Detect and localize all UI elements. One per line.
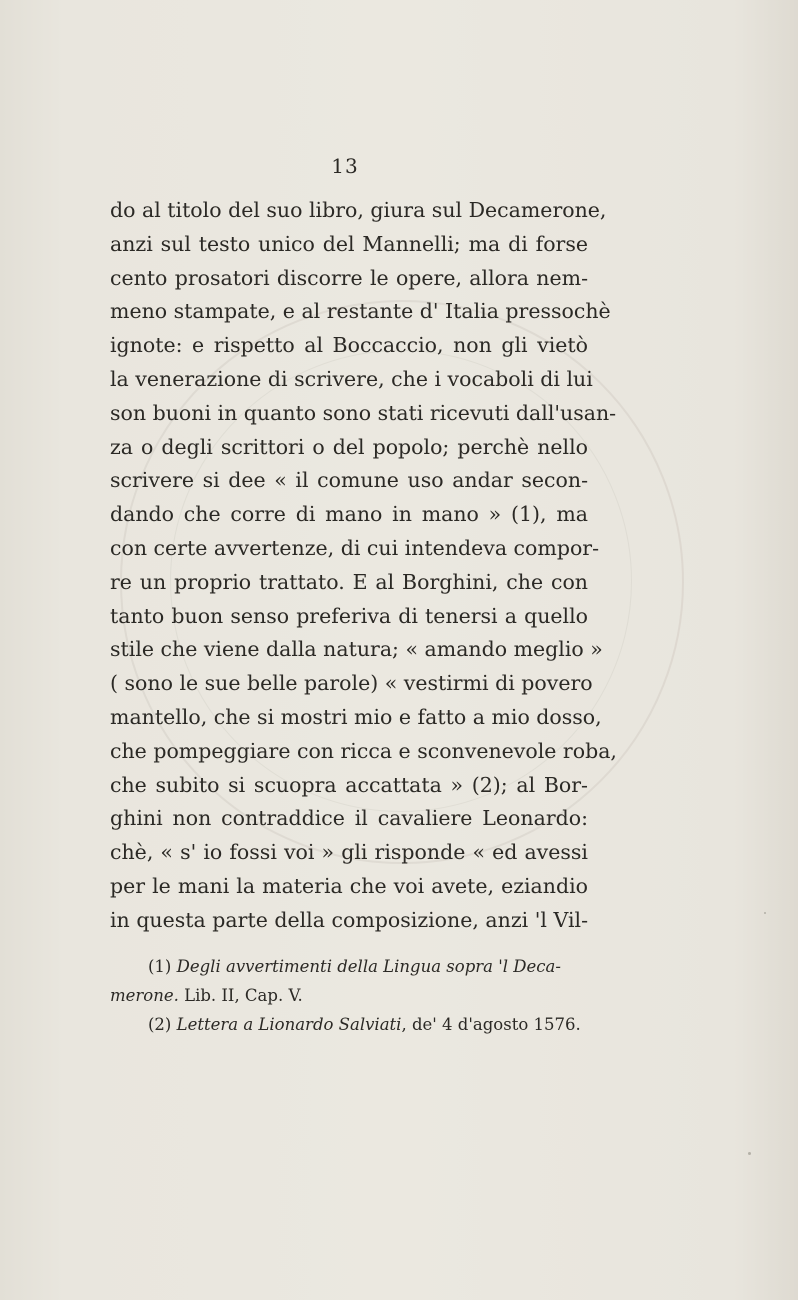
footnote-marker: (2) [148, 1015, 172, 1034]
text-line: cento prosatori discorre le opere, allora nem- [110, 265, 588, 290]
text-line: chè, « s' io fossi voi » gli risponde « ed avessi [110, 840, 588, 865]
footnote-marker: (1) [148, 957, 172, 976]
text-line: mantello, che si mostri mio e fatto a mio dosso, [110, 704, 602, 729]
text-line: che pompeggiare con ricca e sconvenevole roba, [110, 738, 617, 763]
text-line: stile che viene dalla natura; « amando meglio » [110, 637, 603, 662]
paper-speck [748, 1152, 751, 1155]
page-number: 13 [331, 154, 359, 178]
text-line: meno stampate, e al restante d' Italia pressochè [110, 299, 611, 324]
footnote-1-continuation [110, 981, 596, 1010]
text-line: per le mani la materia che voi avete, eziandio [110, 873, 588, 898]
footnote-reference: , de' 4 d'agosto 1576. [401, 1015, 581, 1034]
body-text [110, 194, 617, 938]
text-line: re un proprio trattato. E al Borghini, che con [110, 569, 588, 594]
text-line: anzi sul testo unico del Mannelli; ma di forse [110, 231, 588, 256]
text-line: ghini non contraddice il cavaliere Leonardo: [110, 806, 588, 831]
footnote-1 [110, 952, 596, 981]
text-line: in questa parte della composizione, anzi 'l Vil- [110, 907, 588, 932]
footnote-title: Lettera a Lionardo Salviati [176, 1015, 402, 1034]
text-line: dando che corre di mano in mano » (1), ma [110, 502, 588, 527]
text-line: son buoni in quanto sono stati ricevuti dall'usan- [110, 400, 617, 425]
text-line: do al titolo del suo libro, giura sul Decamerone, [110, 198, 607, 222]
footnotes [110, 952, 596, 1039]
text-line: con certe avvertenze, di cui intendeva compor- [110, 535, 600, 560]
footnote-2 [110, 1010, 596, 1039]
footnote-reference: Lib. II, Cap. V. [178, 986, 303, 1005]
paper-speck [764, 912, 766, 914]
text-line: la venerazione di scrivere, che i vocaboli di lui [110, 366, 593, 391]
text-line: tanto buon senso preferiva di tenersi a quello [110, 603, 588, 628]
text-line: che subito si scuopra accattata » (2); al Bor- [110, 772, 588, 797]
text-line: ignote: e rispetto al Boccaccio, non gli vietò [110, 333, 588, 358]
footnote-title-cont: merone. [110, 986, 179, 1005]
footnote-title: Degli avvertimenti della Lingua sopra 'l Deca- [176, 957, 561, 976]
text-line: za o degli scrittori o del popolo; perchè nello [110, 434, 588, 459]
text-line: ( sono le sue belle parole) « vestirmi di povero [110, 671, 593, 696]
text-line: scrivere si dee « il comune uso andar secon- [110, 468, 588, 493]
